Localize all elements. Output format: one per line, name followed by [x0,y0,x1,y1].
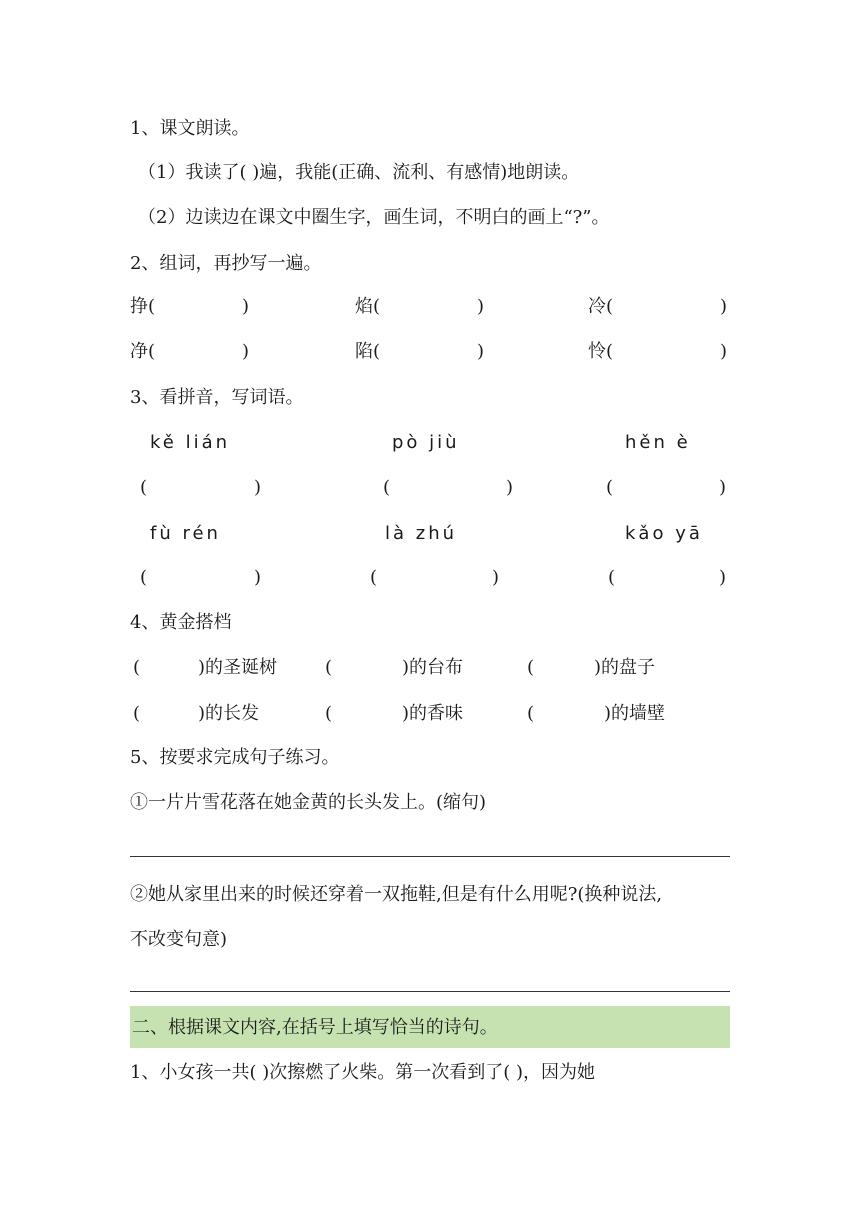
q5-answer-line-2[interactable] [130,991,730,992]
pinyin-kelian: kě lián [150,432,231,453]
q5-answer-line-1[interactable] [130,856,730,857]
q2-r2-c3-open: 怜( [588,341,614,362]
q4-title: 4、黄金搭档 [130,612,232,633]
q3-r1-p2-open: ( [383,477,391,498]
q3-r2-p2-open: ( [370,567,378,588]
q4-r1-c2-open: ( [325,657,333,678]
q5-title: 5、按要求完成句子练习。 [130,747,340,768]
q4-r1-c1-open: ( [133,657,141,678]
pinyin-lazhu: là zhú [385,523,458,544]
pinyin-hene: hěn è [625,432,691,453]
section2-item1: 1、小女孩一共( )次擦燃了火柴。第一次看到了( )，因为她 [130,1062,595,1083]
q2-r1-c2-open: 焰( [355,296,381,317]
q2-r2-c2-open: 陷( [355,341,381,362]
q3-title: 3、看拼音，写词语。 [130,387,304,408]
q2-r1-c1-close: ) [242,296,250,317]
q3-r1-p1-open: ( [140,477,148,498]
q4-r2-c1-text: )的长发 [198,703,260,724]
q1-item2: （2）边读边在课文中圈生字，画生词，不明白的画上“?”。 [138,207,610,228]
q2-r2-c1-close: ) [242,341,250,362]
q3-r2-p2-close: ) [492,567,500,588]
q3-r1-p3-open: ( [606,477,614,498]
q3-r1-p2-close: ) [506,477,514,498]
q4-r2-c3-text: )的墙壁 [604,703,666,724]
q2-r1-c3-open: 冷( [588,296,614,317]
section2-heading: 二、根据课文内容,在括号上填写恰当的诗句。 [132,1017,498,1038]
q3-r2-p1-open: ( [140,567,148,588]
q4-r1-c3-text: )的盘子 [594,657,656,678]
q5-sentence2-line2: 不改变句意) [130,929,228,950]
pinyin-pojiu: pò jiù [392,432,460,453]
q4-r1-c1-text: )的圣诞树 [198,657,278,678]
q5-sentence1: ①一片片雪花落在她金黄的长头发上。(缩句) [130,792,487,813]
q1-title: 1、课文朗读。 [130,118,250,139]
q4-r2-c2-open: ( [325,703,333,724]
q4-r1-c3-open: ( [527,657,535,678]
q3-r2-p3-close: ) [719,567,727,588]
q3-r2-p3-open: ( [608,567,616,588]
q2-r1-c3-close: ) [720,296,728,317]
q4-r2-c1-open: ( [133,703,141,724]
q3-r2-p1-close: ) [254,567,262,588]
q4-r1-c2-text: )的台布 [402,657,464,678]
q4-r2-c2-text: )的香味 [402,703,464,724]
q2-r1-c1-open: 挣( [130,296,156,317]
q2-r1-c2-close: ) [477,296,485,317]
q2-title: 2、组词，再抄写一遍。 [130,253,322,274]
q2-r2-c1-open: 净( [130,341,156,362]
q3-r1-p1-close: ) [254,477,262,498]
q1-item1: （1）我读了( )遍，我能(正确、流利、有感情)地朗读。 [138,162,580,183]
q2-r2-c2-close: ) [477,341,485,362]
q5-sentence2-line1: ②她从家里出来的时候还穿着一双拖鞋,但是有什么用呢?(换种说法, [130,884,663,905]
pinyin-kaoya: kǎo yā [625,523,703,544]
q3-r1-p3-close: ) [719,477,727,498]
q2-r2-c3-close: ) [720,341,728,362]
pinyin-furen: fù rén [150,523,221,544]
q4-r2-c3-open: ( [527,703,535,724]
